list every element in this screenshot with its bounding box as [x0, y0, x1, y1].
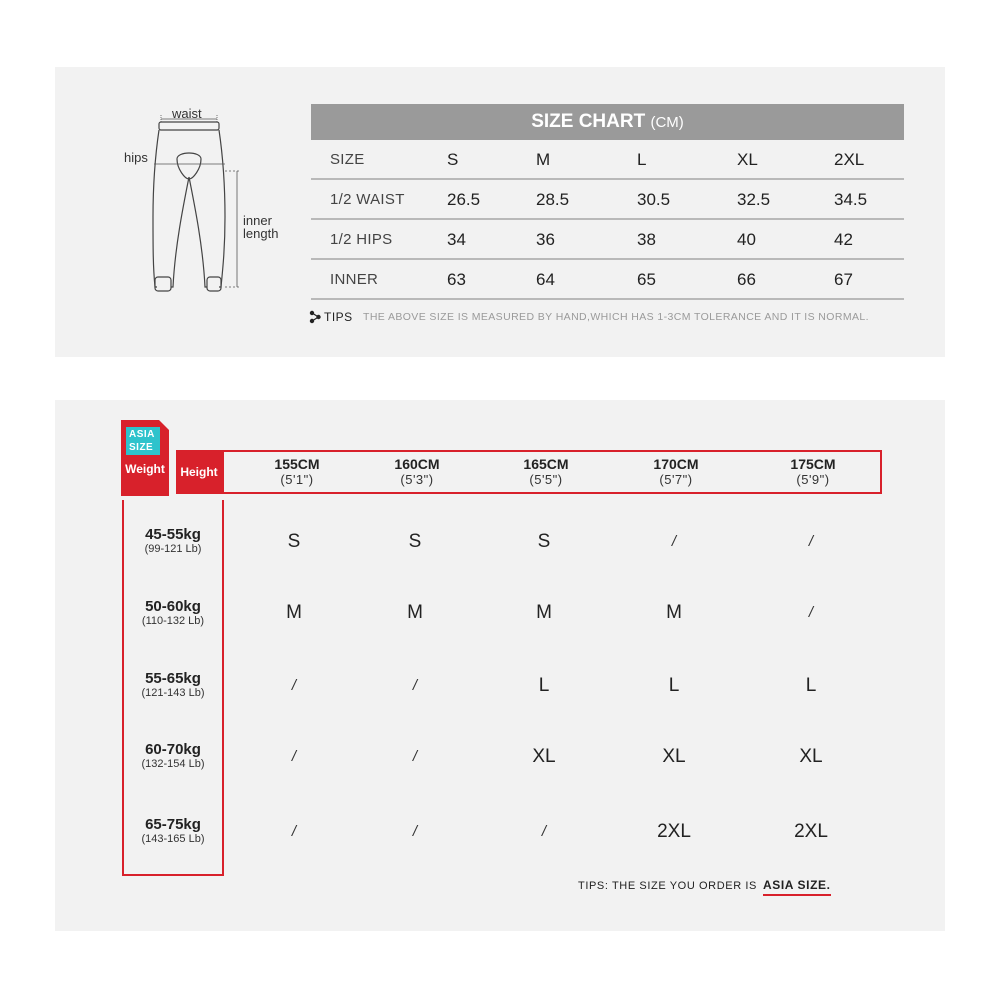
size-row-hips	[311, 220, 904, 260]
height-ft: (5'1")	[280, 472, 314, 487]
table-cell: 30.5	[637, 190, 671, 209]
weight-kg: 50-60kg	[145, 598, 201, 615]
tips-note	[309, 309, 929, 327]
grid-cell: /	[808, 533, 814, 550]
asia-tip-text: TIPS: THE SIZE YOU ORDER IS	[578, 880, 757, 892]
size-chart-title	[311, 104, 904, 140]
grid-cell: XL	[799, 746, 823, 767]
table-cell: 32.5	[737, 190, 771, 209]
size-header-cell: 2XL	[834, 150, 865, 169]
weight-lb: (143-165 Lb)	[141, 833, 205, 845]
height-cell	[242, 456, 352, 487]
size-chart-table	[311, 104, 904, 300]
inner-length-label-line1: inner	[243, 213, 272, 228]
size-header-cell: M	[536, 150, 551, 169]
table-cell: 34	[447, 230, 466, 249]
height-ft: (5'9")	[796, 472, 830, 487]
inner-length-label-line2: length	[243, 226, 279, 241]
table-cell: 28.5	[536, 190, 570, 209]
grid-cell: S	[408, 531, 422, 552]
tips-word: TIPS	[324, 310, 353, 324]
asia-size-badge	[121, 420, 169, 496]
grid-cell: M	[407, 602, 423, 623]
size-row-waist	[311, 180, 904, 220]
height-ft: (5'3")	[400, 472, 434, 487]
weight-cell	[124, 816, 222, 846]
height-cm: 155CM	[274, 456, 320, 472]
size-header-label: SIZE	[330, 151, 365, 168]
grid-cell: XL	[532, 746, 556, 767]
grid-cell: M	[666, 602, 682, 623]
asia-size-tag	[126, 427, 160, 455]
height-cm: 175CM	[790, 456, 836, 472]
asia-tip-emphasis: ASIA SIZE.	[763, 878, 831, 896]
size-header-cell: S	[447, 150, 459, 169]
grid-cell: 2XL	[657, 821, 691, 842]
weight-kg: 60-70kg	[145, 741, 201, 758]
row-label: 1/2 HIPS	[330, 231, 393, 248]
size-row-inner	[311, 260, 904, 300]
height-row	[222, 450, 882, 494]
table-cell: 26.5	[447, 190, 481, 209]
grid-cell: M	[536, 602, 552, 623]
asia-tag-line2: SIZE	[129, 442, 154, 453]
asia-size-panel	[55, 400, 945, 931]
badge-corner-cut	[159, 420, 169, 430]
asia-tag-line1: ASIA	[129, 429, 155, 440]
grid-cell: /	[412, 748, 418, 765]
grid-cell: /	[808, 604, 814, 621]
grid-cell: /	[671, 533, 677, 550]
weight-kg: 65-75kg	[145, 816, 201, 833]
tips-text: THE ABOVE SIZE IS MEASURED BY HAND,WHICH HAS 1-3CM TOLERANCE AND IT IS NORMAL.	[363, 311, 869, 323]
size-chart-title-text: SIZE CHART	[531, 111, 646, 132]
table-cell: 40	[737, 230, 756, 249]
grid-cell: XL	[662, 746, 686, 767]
weight-kg: 45-55kg	[145, 526, 201, 543]
table-cell: 36	[536, 230, 555, 249]
weight-kg: 55-65kg	[145, 670, 201, 687]
height-cm: 160CM	[394, 456, 440, 472]
table-cell: 64	[536, 270, 555, 289]
weight-header: Weight	[125, 462, 165, 476]
waist-label: waist	[172, 106, 202, 121]
weight-lb: (132-154 Lb)	[141, 758, 205, 770]
size-header-cell: XL	[737, 150, 758, 169]
table-cell: 67	[834, 270, 853, 289]
table-cell: 38	[637, 230, 656, 249]
pants-diagram	[55, 67, 305, 357]
grid-cell: L	[668, 675, 680, 696]
row-label: INNER	[330, 271, 379, 288]
weight-cell	[124, 598, 222, 628]
table-cell: 34.5	[834, 190, 868, 209]
grid-cell: /	[412, 677, 418, 694]
grid-cell: /	[291, 748, 297, 765]
grid-cell: L	[538, 675, 550, 696]
weight-column	[122, 500, 224, 876]
weight-cell	[124, 741, 222, 771]
grid-cell: /	[291, 677, 297, 694]
size-header-cell: L	[637, 150, 647, 169]
table-cell: 65	[637, 270, 656, 289]
row-label: 1/2 WAIST	[330, 191, 405, 208]
grid-cell: /	[412, 823, 418, 840]
weight-cell	[124, 670, 222, 700]
height-header: Height	[176, 450, 222, 494]
weight-cell	[124, 526, 222, 556]
weight-lb: (99-121 Lb)	[144, 543, 202, 555]
height-cell	[491, 456, 601, 487]
table-cell: 66	[737, 270, 756, 289]
weight-lb: (110-132 Lb)	[141, 615, 205, 627]
size-header-row	[311, 140, 904, 180]
asia-size-tip	[578, 878, 831, 892]
table-cell: 42	[834, 230, 853, 249]
grid-cell: S	[287, 531, 301, 552]
table-cell: 63	[447, 270, 466, 289]
height-ft: (5'5")	[529, 472, 563, 487]
height-cell	[362, 456, 472, 487]
height-ft: (5'7")	[659, 472, 693, 487]
height-cm: 170CM	[653, 456, 699, 472]
grid-cell: M	[286, 602, 302, 623]
height-cell	[621, 456, 731, 487]
hips-label: hips	[124, 150, 148, 165]
height-cell	[758, 456, 868, 487]
grid-cell: L	[805, 675, 817, 696]
grid-cell: 2XL	[794, 821, 828, 842]
weight-lb: (121-143 Lb)	[141, 687, 205, 699]
share-icon	[309, 310, 321, 324]
height-cm: 165CM	[523, 456, 569, 472]
grid-cell: S	[537, 531, 551, 552]
size-chart-unit: (CM)	[650, 114, 684, 131]
size-chart-panel	[55, 67, 945, 357]
grid-cell: /	[291, 823, 297, 840]
grid-cell: /	[541, 823, 547, 840]
